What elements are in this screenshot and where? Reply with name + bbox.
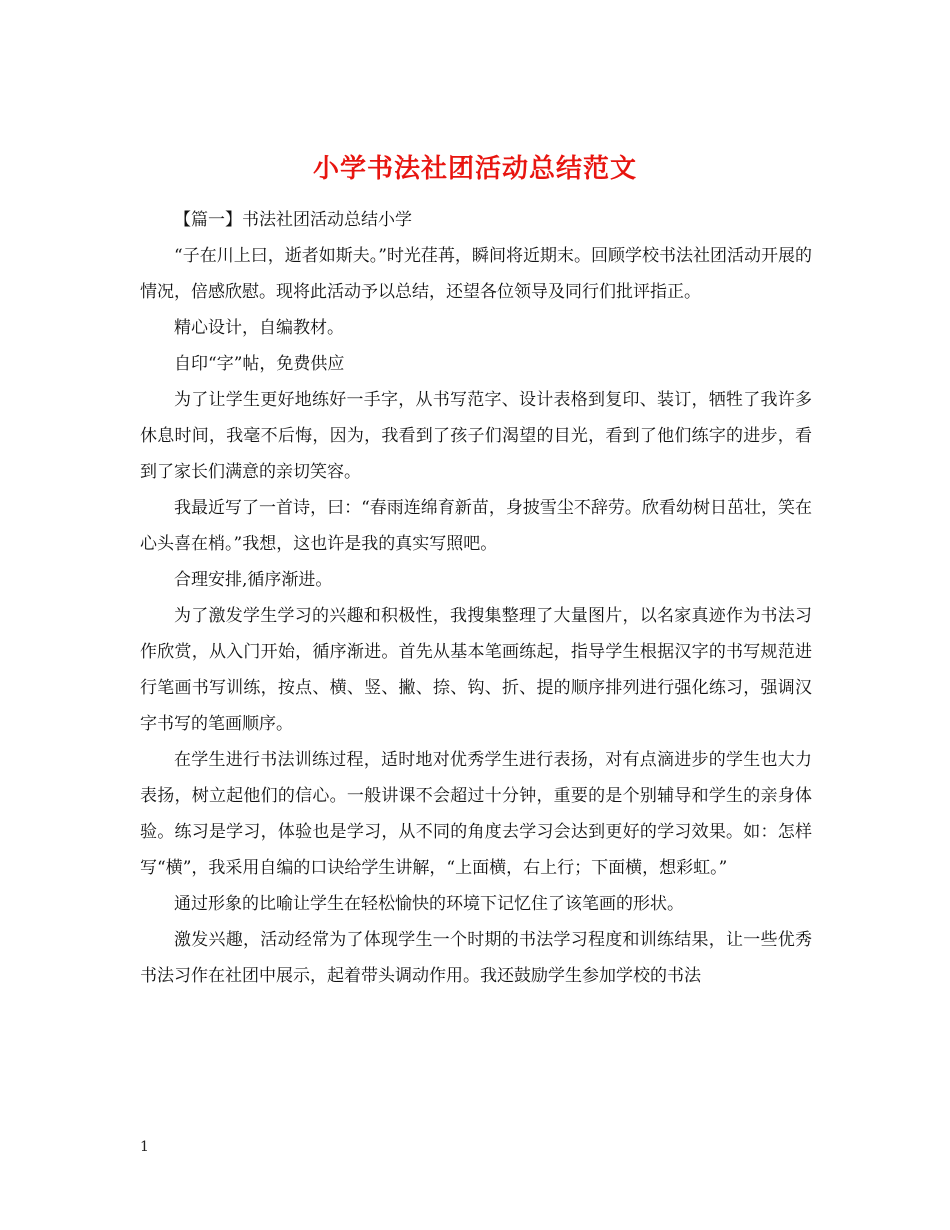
- body-paragraph: 为了激发学生学习的兴趣和积极性，我搜集整理了大量图片，以名家真迹作为书法习作欣赏，从入门开始，循序渐进。首先从基本笔画练起，指导学生根据汉字的书写规范进行笔画书写训练，按点、横、竖、撇、捺、钩、折、提的顺序排列进行强化练习，强调汉字书写的笔画顺序。: [140, 606, 812, 734]
- subheading-paragraph: 自印“字”帖，免费供应: [174, 354, 345, 374]
- document-body: [140, 202, 812, 994]
- page-number: 1: [140, 1139, 149, 1155]
- body-paragraph: 激发兴趣，活动经常为了体现学生一个时期的书法学习程度和训练结果，让一些优秀书法习作在社团中展示，起着带头调动作用。我还鼓励学生参加学校的书法: [140, 930, 812, 986]
- subheading-paragraph: 合理安排,循序渐进。: [174, 570, 333, 590]
- document-title: 小学书法社团活动总结范文: [312, 154, 637, 185]
- body-paragraph: “子在川上曰，逝者如斯夫。”时光荏苒，瞬间将近期末。回顾学校书法社团活动开展的情况，倍感欣慰。现将此活动予以总结，还望各位领导及同行们批评指正。: [140, 246, 812, 302]
- body-paragraph: 我最近写了一首诗，曰：“春雨连绵育新苗，身披雪尘不辞劳。欣看幼树日茁壮，笑在心头喜在梢。”我想，这也许是我的真实写照吧。: [140, 498, 812, 554]
- subheading-paragraph: 精心设计，自编教材。: [174, 318, 344, 338]
- body-paragraph: 在学生进行书法训练过程，适时地对优秀学生进行表扬，对有点滴进步的学生也大力表扬，树立起他们的信心。一般讲课不会超过十分钟，重要的是个别辅导和学生的亲身体验。练习是学习，体验也是学习，从不同的角度去学习会达到更好的学习效果。如：怎样写“横”，我采用自编的口诀给学生讲解，“上面横，右上行；下面横，想彩虹。”: [140, 750, 812, 878]
- body-paragraph: 为了让学生更好地练好一手字，从书写范字、设计表格到复印、装订，牺牲了我许多休息时间，我毫不后悔，因为，我看到了孩子们渴望的目光，看到了他们练字的进步，看到了家长们满意的亲切笑容。: [140, 390, 812, 482]
- section-heading: 【篇一】书法社团活动总结小学: [174, 210, 412, 230]
- body-paragraph: 通过形象的比喻让学生在轻松愉快的环境下记忆住了该笔画的形状。: [174, 894, 684, 914]
